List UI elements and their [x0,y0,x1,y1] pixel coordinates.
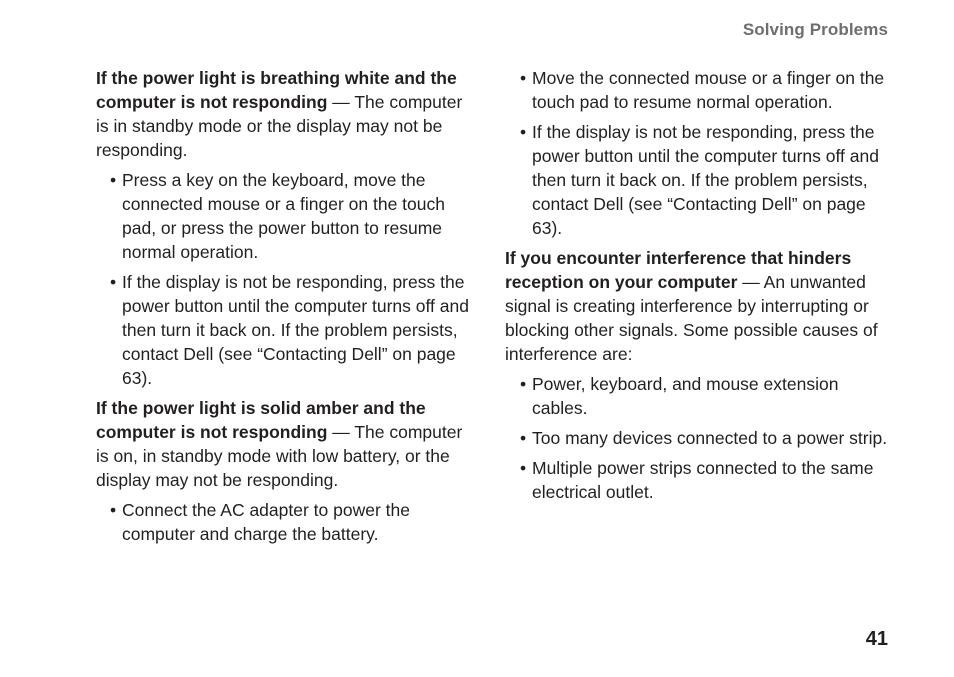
standby-white-paragraph [96,66,478,162]
interference-paragraph [505,246,897,366]
list-item: • Move the connected mouse or a finger on the touch pad to resume normal operation. [505,66,897,114]
solid-amber-text: — The computer is on, in standby mode with low battery, or the display may not be responding. [96,422,463,490]
interference-heading: If you encounter interference that hinders reception on your computer [505,248,852,292]
list-item: • If the display is not be responding, press the power button until the computer turns off and then turn it back on. If the problem persists, contact Dell (see “Contacting Dell” on page 63). [96,270,478,390]
list-item: • Power, keyboard, and mouse extension cables. [505,372,897,420]
page-number: 41 [865,628,888,650]
interference-text: — An unwanted signal is creating interference by interrupting or blocking other signals. Some possible causes of interference are: [505,272,878,364]
list-item: • Too many devices connected to a power strip. [505,426,897,450]
list-item: • Connect the AC adapter to power the computer and charge the battery. [96,498,478,546]
left-column [96,66,478,552]
interference-bullets [505,372,897,504]
standby-white-heading: If the power light is breathing white and the computer is not responding [96,68,457,112]
solid-amber-bullets [96,498,478,546]
solid-amber-heading: If the power light is solid amber and the computer is not responding [96,398,426,442]
continued-bullets [505,66,897,240]
list-item: • Press a key on the keyboard, move the connected mouse or a finger on the touch pad, or press the power button to resume normal operation. [96,168,478,264]
standby-white-text: — The computer is in standby mode or the display may not be responding. [96,92,463,160]
right-column [505,66,897,510]
section-header: Solving Problems [742,20,888,39]
list-item: • If the display is not be responding, press the power button until the computer turns off and then turn it back on. If the problem persists, contact Dell (see “Contacting Dell” on page 63). [505,120,897,240]
standby-white-bullets [96,168,478,390]
solid-amber-paragraph [96,396,478,492]
list-item: • Multiple power strips connected to the same electrical outlet. [505,456,897,504]
